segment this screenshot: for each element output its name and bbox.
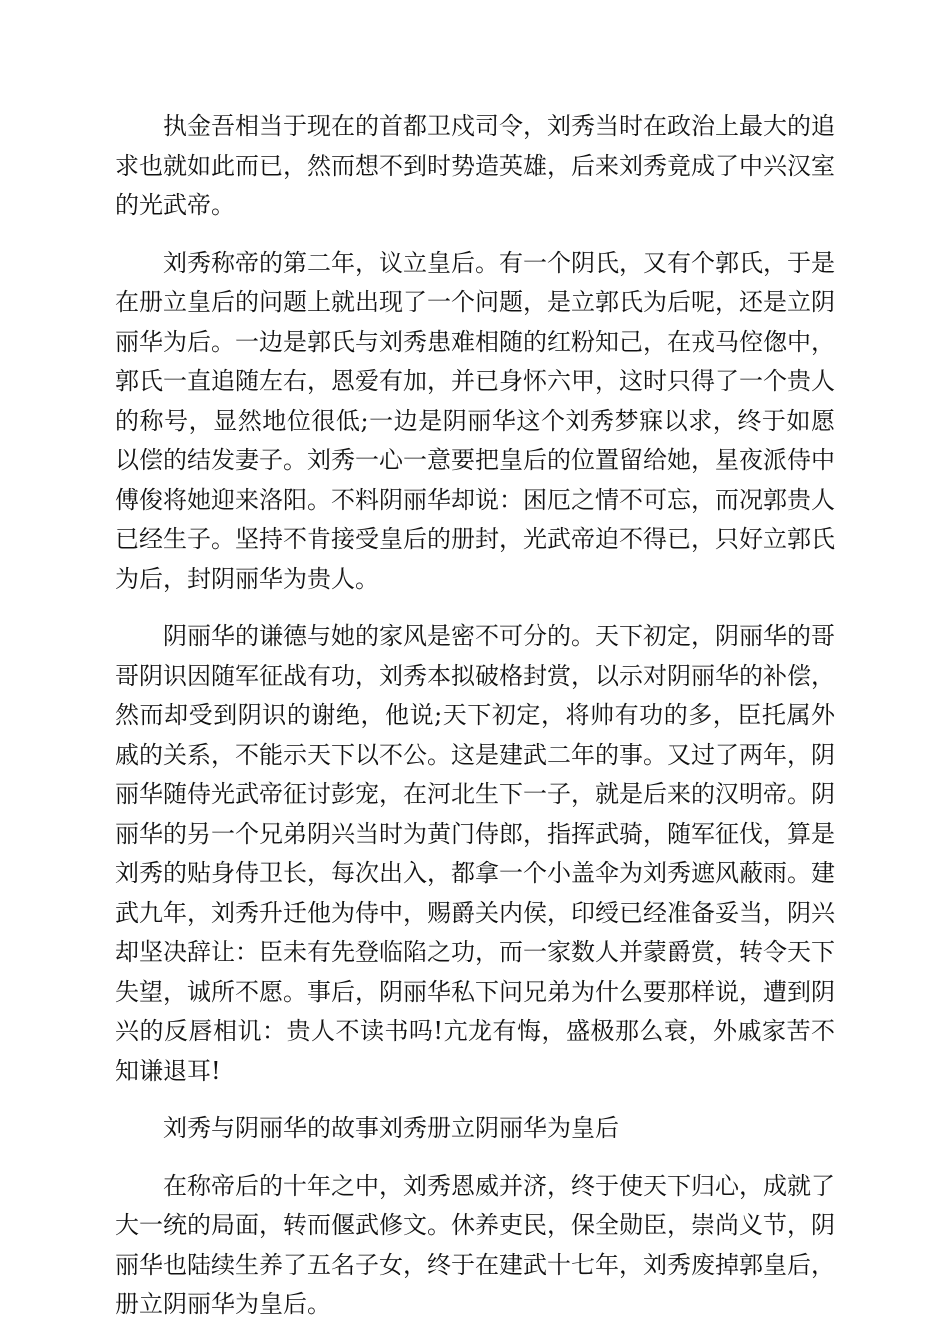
document-page [115, 107, 835, 1343]
paragraph-2: 刘秀称帝的第二年，议立皇后。有一个阴氏，又有个郭氏，于是在册立皇后的问题上就出现了一个问题，是立郭氏为后呢，还是立阴丽华为后。一边是郭氏与刘秀患难相随的红粉知己，在戎马倥偬中，郭氏一直追随左右，恩爱有加，并已身怀六甲，这时只得了一个贵人的称号，显然地位很低;一边是阴丽华这个刘秀梦寐以求，终于如愿以偿的结发妻子。刘秀一心一意要把皇后的位置留给她，星夜派侍中傅俊将她迎来洛阳。不料阴丽华却说：困厄之情不可忘，而况郭贵人已经生子。坚持不肯接受皇后的册封，光武帝迫不得已，只好立郭氏为后，封阴丽华为贵人。 [115, 248, 835, 593]
paragraph-3: 阴丽华的谦德与她的家风是密不可分的。天下初定，阴丽华的哥哥阴识因随军征战有功，刘秀本拟破格封赏，以示对阴丽华的补偿，然而却受到阴识的谢绝，他说;天下初定，将帅有功的多，臣托属外戚的关系，不能示天下以不公。这是建武二年的事。又过了两年，阴丽华随侍光武帝征讨彭宠，在河北生下一子，就是后来的汉明帝。阴丽华的另一个兄弟阴兴当时为黄门侍郎，指挥武骑，随军征伐，算是刘秀的贴身侍卫长，每次出入，都拿一个小盖伞为刘秀遮风蔽雨。建武九年，刘秀升迁他为侍中，赐爵关内侯，印绶已经准备妥当，阴兴却坚决辞让：臣未有先登临陷之功，而一家数人并蒙爵赏，转令天下失望，诚所不愿。事后，阴丽华私下问兄弟为什么要那样说，遭到阴兴的反唇相讥：贵人不读书吗!亢龙有悔，盛极那么衰，外戚家苦不知谦退耳! [115, 622, 835, 1085]
section-heading: 刘秀与阴丽华的故事刘秀册立阴丽华为皇后 [163, 1114, 619, 1142]
paragraph-4: 在称帝后的十年之中，刘秀恩威并济，终于使天下归心，成就了大一统的局面，转而偃武修文。休养吏民，保全勋臣，崇尚义节，阴丽华也陆续生养了五名子女，终于在建武十七年，刘秀废掉郭皇后，册立阴丽华为皇后。 [115, 1171, 835, 1318]
paragraph-1: 执金吾相当于现在的首都卫戍司令，刘秀当时在政治上最大的追求也就如此而已，然而想不到时势造英雄，后来刘秀竟成了中兴汉室的光武帝。 [115, 112, 835, 219]
